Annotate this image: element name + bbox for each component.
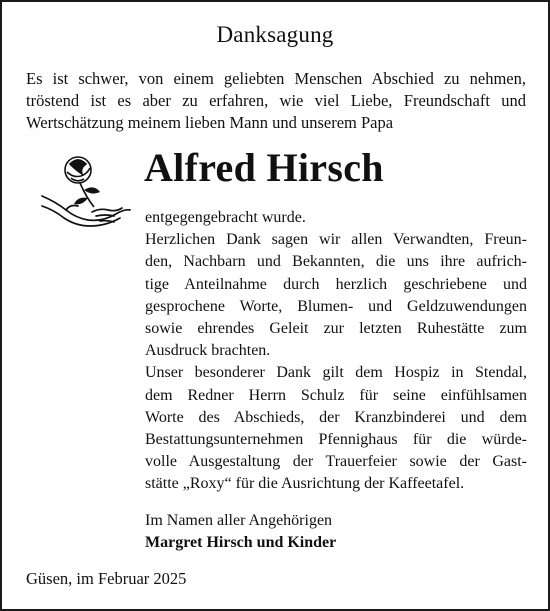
intro-line: Es ist schwer, von einem geliebten Menschen Abschied zu nehmen,	[26, 69, 526, 88]
body-line: Unser besonderer Dank gilt dem Hospiz in Stendal,	[145, 364, 527, 382]
body-line: Bestattungsunternehmen Pfennighaus für die würde-	[145, 431, 527, 449]
notice-heading: Danksagung	[216, 22, 334, 47]
thanks-paragraph	[145, 207, 527, 496]
body-line: Ausdruck brachten.	[145, 342, 271, 360]
body-line: Herzlichen Dank sagen wir allen Verwandten, Freun-	[145, 231, 527, 249]
deceased-name: Alfred Hirsch	[144, 145, 384, 190]
hand-holding-rose-icon	[40, 150, 136, 236]
place-date: Güsen, im Februar 2025	[26, 569, 187, 588]
body-line: gesprochene Worte, Blumen- und Geldzuwendungen	[145, 297, 527, 315]
signoff-names: Margret Hirsch und Kinder	[145, 534, 337, 552]
body-line: entgegengebracht wurde.	[145, 209, 306, 226]
intro-line: Wertschätzung meinem lieben Mann und unserem Papa	[26, 113, 394, 132]
body-line: den, Nachbarn und Bekannten, die uns ihre aufrich-	[145, 253, 527, 271]
body-line: volle Ausgestaltung der Trauerfeier sowie der Gast-	[145, 453, 527, 471]
signoff-line: Im Namen aller Angehörigen	[145, 512, 333, 529]
body-line: sowie ehrendes Geleit zur letzten Ruhestätte zum	[145, 320, 527, 338]
signoff	[145, 510, 336, 554]
body-line: tige Anteilnahme durch herzlich geschriebene und	[145, 275, 527, 293]
body-line: dem Redner Herrn Schulz für seine einfühlsamen	[145, 386, 527, 404]
body-line: stätte „Roxy“ für die Ausrichtung der Kaffeetafel.	[145, 475, 465, 493]
intro-paragraph	[26, 68, 526, 134]
intro-line: tröstend ist es aber zu erfahren, wie viel Liebe, Freundschaft und	[26, 91, 526, 110]
body-line: Worte des Abschieds, der Kranzbinderei und dem	[145, 408, 527, 426]
